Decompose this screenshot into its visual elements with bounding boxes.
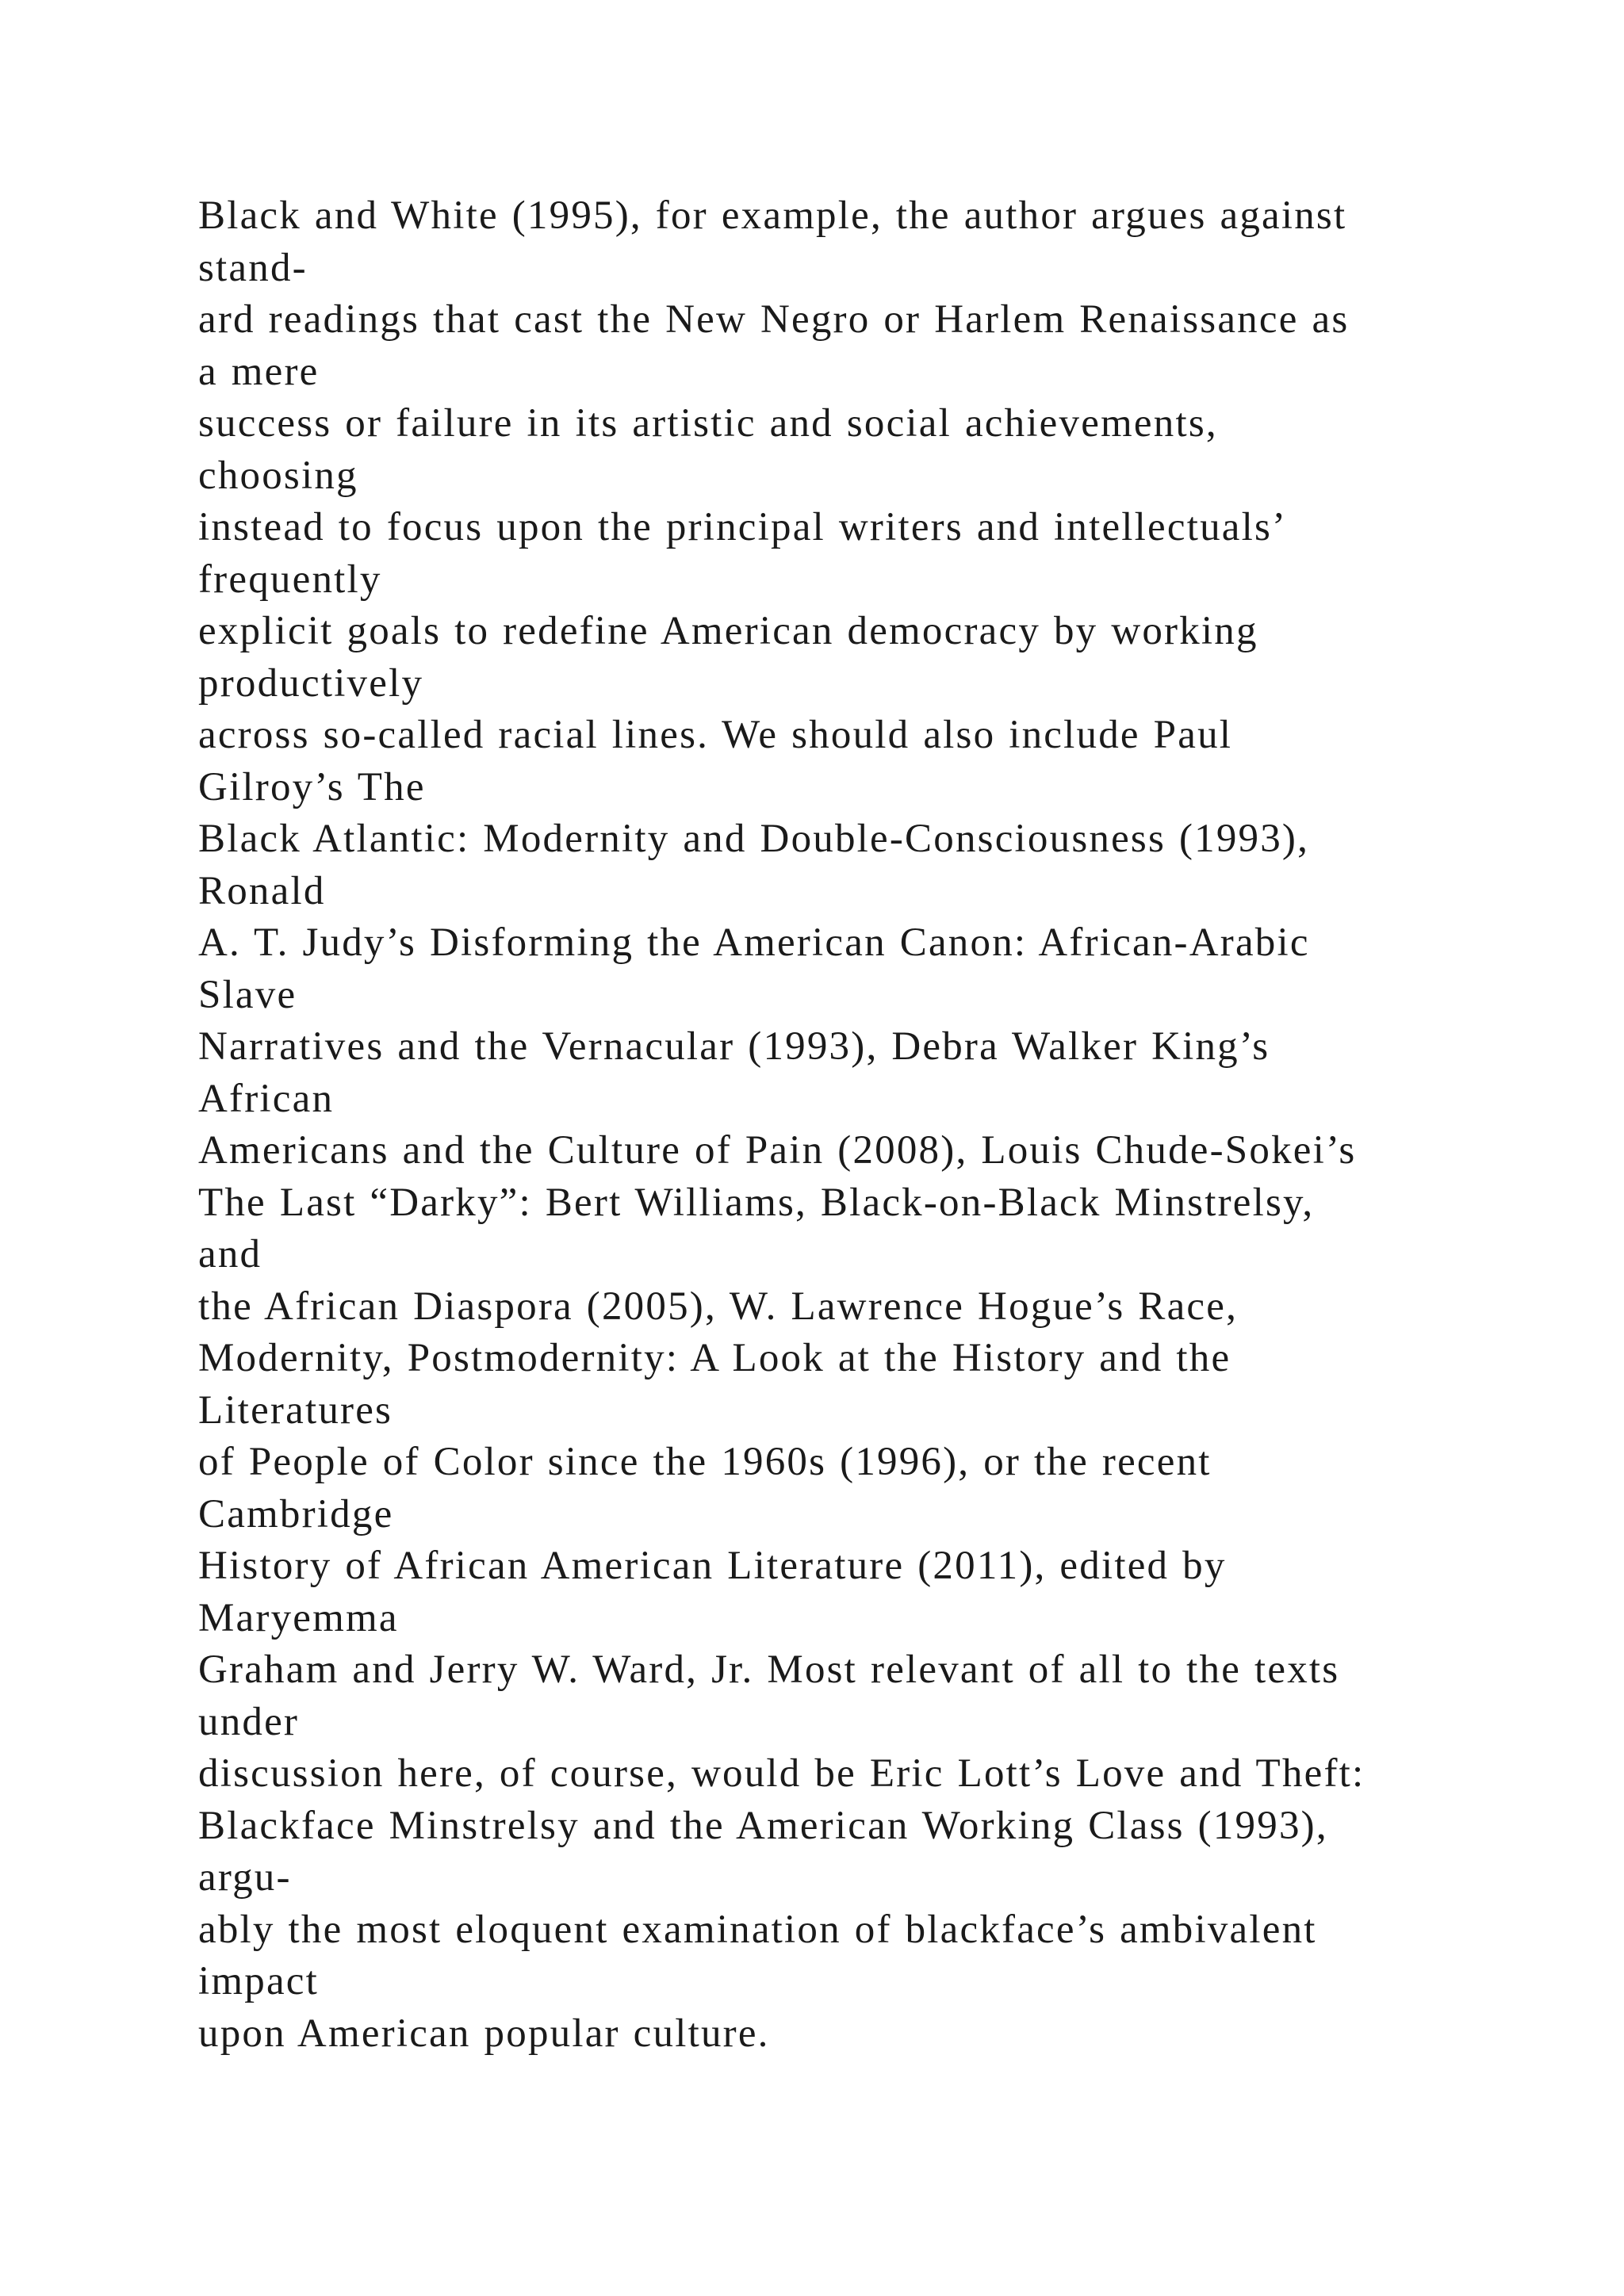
text-line: a mere <box>198 349 320 394</box>
text-line: across so-called racial lines. We should also include Paul <box>198 713 1233 757</box>
text-line: Maryemma <box>198 1595 399 1640</box>
text-line: Modernity, Postmodernity: A Look at the History and the <box>198 1336 1231 1380</box>
text-line: stand- <box>198 245 308 290</box>
text-line: ard readings that cast the New Negro or Harlem Renaissance as <box>198 297 1350 342</box>
text-line: the African Diaspora (2005), W. Lawrence Hogue’s Race, <box>198 1284 1239 1329</box>
text-line: success or failure in its artistic and social achievements, <box>198 401 1218 446</box>
text-line: African <box>198 1076 335 1121</box>
text-line: frequently <box>198 557 382 602</box>
text-line: explicit goals to redefine American democracy by working <box>198 609 1258 653</box>
text-line: A. T. Judy’s Disforming the American Canon: African-Arabic <box>198 920 1310 965</box>
text-line: Graham and Jerry W. Ward, Jr. Most relevant of all to the texts <box>198 1647 1340 1692</box>
text-line: productively <box>198 660 424 706</box>
text-line: Americans and the Culture of Pain (2008), Louis Chude-Sokei’s <box>198 1128 1357 1173</box>
text-line: argu- <box>198 1855 292 1900</box>
text-line: instead to focus upon the principal writers and intellectuals’ <box>198 505 1288 549</box>
text-line: ably the most eloquent examination of blackface’s ambivalent <box>198 1907 1317 1952</box>
text-line: choosing <box>198 453 358 498</box>
text-line: Literatures <box>198 1387 393 1433</box>
text-line: Gilroy’s The <box>198 764 426 809</box>
body-text <box>198 190 1546 2060</box>
text-line: discussion here, of course, would be Eric Lott’s Love and Theft: <box>198 1751 1365 1796</box>
text-line: Cambridge <box>198 1491 394 1536</box>
text-line: under <box>198 1699 300 1744</box>
text-line: Black and White (1995), for example, the author argues against <box>198 193 1347 238</box>
text-line: Ronald <box>198 868 326 913</box>
text-line: The Last “Darky”: Bert Williams, Black-on-Black Minstrelsy, <box>198 1180 1315 1225</box>
text-line: History of African American Literature (2011), edited by <box>198 1544 1227 1588</box>
text-line: impact <box>198 1959 319 2003</box>
text-line: Black Atlantic: Modernity and Double-Consciousness (1993), <box>198 817 1310 861</box>
text-line: upon American popular culture. <box>198 2011 770 2056</box>
text-line: Narratives and the Vernacular (1993), Debra Walker King’s <box>198 1024 1270 1069</box>
text-line: of People of Color since the 1960s (1996), or the recent <box>198 1440 1212 1484</box>
text-line: Blackface Minstrelsy and the American Working Class (1993), <box>198 1803 1328 1848</box>
text-line: Slave <box>198 972 297 1017</box>
text-line: and <box>198 1232 262 1276</box>
